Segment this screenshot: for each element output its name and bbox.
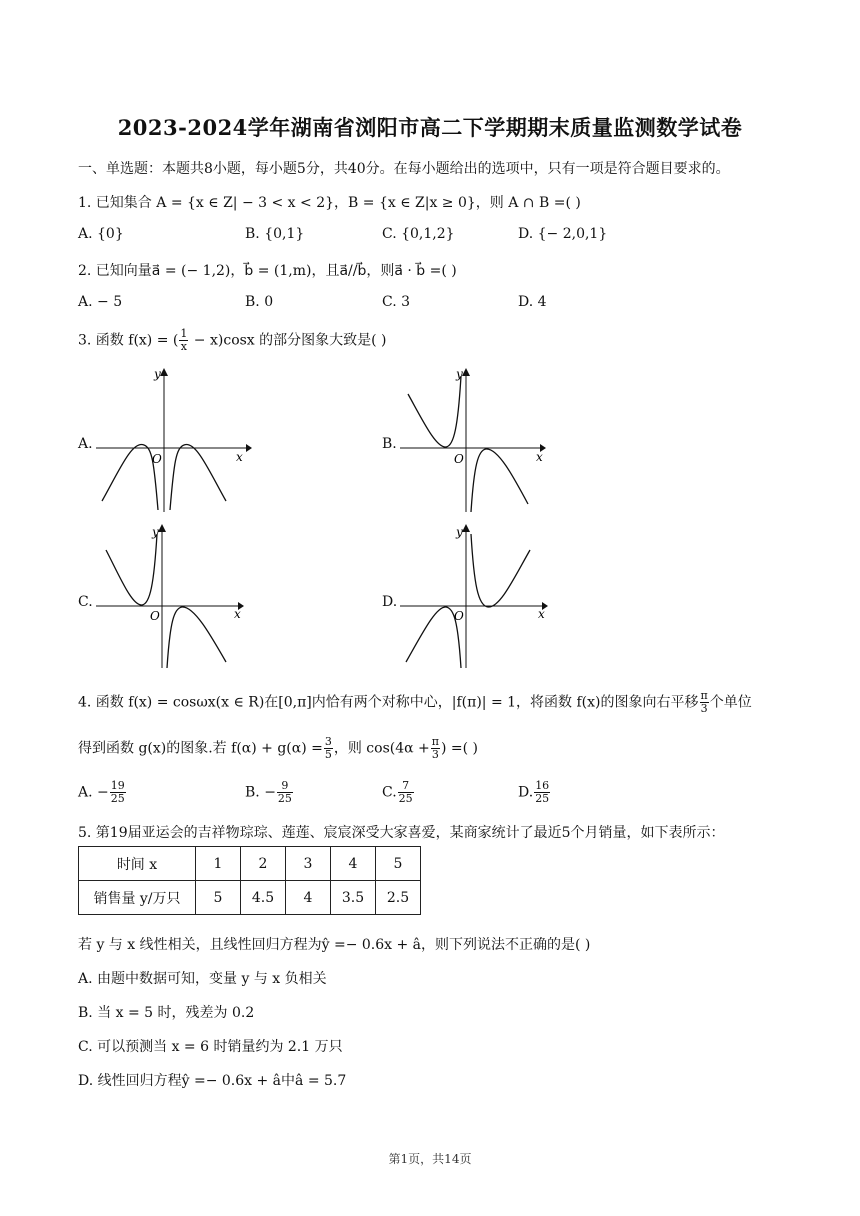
graph-b-y-arrow	[462, 368, 470, 376]
q4-line1-post: 个单位	[709, 694, 752, 711]
graph-b-x-label: x	[536, 450, 543, 464]
question-4-line2	[78, 736, 478, 761]
question-5-condition: 若 y 与 x 线性相关，且线性回归方程为ŷ =− 0.6x + â，则下列说法不正确的是( )	[78, 937, 591, 953]
q4-option-a	[78, 780, 127, 805]
q4-option-c-den: 25	[398, 792, 413, 805]
graph-c-y-label: y	[152, 525, 159, 539]
q4-option-a-num: 19	[110, 779, 125, 792]
graph-a	[94, 366, 254, 516]
q4-line1-pre: 4. 函数 f(x) = cosωx(x ∈ R)在[0,π]内恰有两个对称中心，|f(π)| = 1，将函数 f(x)的图象向右平移	[78, 694, 699, 711]
q3-stem-pre: 3. 函数 f(x) = (	[78, 332, 179, 349]
q4-cos-num: π	[431, 735, 439, 748]
q4-option-c	[382, 780, 415, 805]
graph-d-origin: O	[454, 609, 464, 623]
q4-option-d-den: 25	[535, 792, 550, 805]
graph-d-label: D.	[382, 594, 398, 610]
q4-option-d	[518, 780, 551, 805]
q4-sum-num: 3	[324, 735, 332, 748]
graph-d-y-arrow	[462, 524, 470, 532]
q4-option-c-num: 7	[398, 780, 414, 793]
q4-shift-fraction	[700, 690, 709, 715]
graph-d-curve-left	[406, 607, 461, 668]
graph-c-x-label: x	[234, 607, 241, 621]
q2-option-c: C. 3	[382, 294, 411, 310]
q4-option-d-label: D.	[518, 784, 534, 801]
graph-a-origin: O	[152, 452, 162, 466]
question-3-stem	[78, 328, 387, 353]
graph-c-curve-left	[106, 534, 157, 605]
graph-d-y-label: y	[456, 525, 463, 539]
q4-option-a-label: A. −	[78, 784, 109, 801]
graph-a-y-label: y	[154, 367, 161, 381]
graph-c-curve-right	[167, 607, 226, 668]
graph-b	[398, 366, 558, 516]
q4-cos-den: 3	[431, 748, 439, 761]
q3-frac-num: 1	[180, 327, 188, 340]
graph-a-y-arrow	[160, 368, 168, 376]
exam-title: 2023-2024学年湖南省浏阳市高二下学期期末质量监测数学试卷	[117, 115, 743, 140]
q4-option-d-num: 16	[535, 779, 550, 792]
graph-c-y-arrow	[158, 524, 166, 532]
table-cell: 5	[376, 847, 421, 881]
q4-option-b	[245, 780, 294, 805]
question-1-stem: 1. 已知集合 A = {x ∈ Z| − 3 < x < 2}，B = {x ∈ Z|x ≥ 0}，则 A ∩ B =( )	[78, 195, 581, 211]
graph-b-curve-right	[471, 449, 528, 512]
graph-a-curve-right	[170, 444, 226, 510]
table-cell: 2	[241, 847, 286, 881]
q3-frac-den: x	[180, 340, 187, 353]
sales-table	[78, 846, 421, 915]
q1-option-b: B. {0,1}	[245, 226, 305, 242]
q4-option-a-den: 25	[110, 792, 125, 805]
graph-a-x-arrow	[246, 444, 252, 452]
table-row	[79, 847, 421, 881]
q5-option-d: D. 线性回归方程ŷ =− 0.6x + â中â = 5.7	[78, 1073, 347, 1089]
graph-c-label: C.	[78, 594, 93, 610]
q4-option-d-fraction	[534, 780, 550, 805]
q4-line2-pre: 得到函数 g(x)的图象.若 f(α) + g(α) =	[78, 740, 323, 757]
q4-option-c-fraction	[398, 780, 414, 805]
table-cell: 4	[286, 881, 331, 915]
table-cell: 3	[286, 847, 331, 881]
q3-fraction	[179, 328, 188, 353]
q4-line2-end: ) =( )	[441, 740, 479, 757]
q4-option-c-label: C.	[382, 784, 397, 801]
q2-option-d: D. 4	[518, 294, 547, 310]
q5-option-a: A. 由题中数据可知，变量 y 与 x 负相关	[78, 971, 327, 987]
graph-b-curve-left	[408, 376, 461, 447]
graph-a-label: A.	[78, 436, 93, 452]
graph-b-origin: O	[454, 452, 464, 466]
question-4-line1	[78, 690, 752, 715]
q1-option-a: A. {0}	[78, 226, 124, 242]
table-cell: 4	[331, 847, 376, 881]
q1-option-c: C. {0,1,2}	[382, 226, 455, 242]
table-cell: 2.5	[376, 881, 421, 915]
section-heading: 一、单选题：本题共8小题，每小题5分，共40分。在每小题给出的选项中，只有一项是符合题目要求的。	[78, 161, 730, 177]
table-cell: 1	[196, 847, 241, 881]
q4-cos-fraction	[431, 736, 440, 761]
q4-shift-den: 3	[700, 702, 708, 715]
question-5-stem: 5. 第19届亚运会的吉祥物琮琮、莲莲、宸宸深受大家喜爱，某商家统计了最近5个月销量，如下表所示：	[78, 825, 725, 841]
graph-c-origin: O	[150, 609, 160, 623]
q4-sum-den: 5	[324, 748, 332, 761]
graph-b-label: B.	[382, 436, 397, 452]
q1-option-d: D. {− 2,0,1}	[518, 226, 608, 242]
table-header-time: 时间 x	[79, 847, 196, 881]
q4-line2-post: ，则 cos(4α +	[333, 740, 430, 757]
page-footer: 第1页，共14页	[388, 1152, 472, 1166]
graph-c	[94, 522, 254, 672]
q5-option-c: C. 可以预测当 x = 6 时销量约为 2.1 万只	[78, 1039, 343, 1055]
table-cell: 3.5	[331, 881, 376, 915]
q4-option-b-fraction	[277, 780, 293, 805]
q3-stem-post: − x)cosx 的部分图象大致是( )	[189, 332, 387, 349]
graph-b-y-label: y	[456, 367, 463, 381]
q4-shift-num: π	[700, 689, 708, 702]
table-cell: 5	[196, 881, 241, 915]
q5-option-b: B. 当 x = 5 时，残差为 0.2	[78, 1005, 255, 1021]
q4-option-a-fraction	[110, 780, 126, 805]
question-2-stem: 2. 已知向量a⃗ = (− 1,2)，b⃗ = (1,m)，且a⃗//b⃗，则a⃗ · b⃗ =( )	[78, 263, 457, 279]
graph-a-x-label: x	[236, 450, 243, 464]
q4-option-b-den: 25	[277, 792, 292, 805]
table-row	[79, 881, 421, 915]
q4-option-b-label: B. −	[245, 784, 276, 801]
graph-d-x-label: x	[538, 607, 545, 621]
q4-option-b-num: 9	[277, 780, 293, 793]
q2-option-a: A. − 5	[78, 294, 123, 310]
graph-d	[398, 522, 558, 672]
graph-a-curve-left	[102, 444, 158, 510]
table-header-sales: 销售量 y/万只	[79, 881, 196, 915]
q2-option-b: B. 0	[245, 294, 274, 310]
q4-sum-fraction	[324, 736, 333, 761]
graph-d-curve-right	[471, 534, 530, 607]
table-cell: 4.5	[241, 881, 286, 915]
